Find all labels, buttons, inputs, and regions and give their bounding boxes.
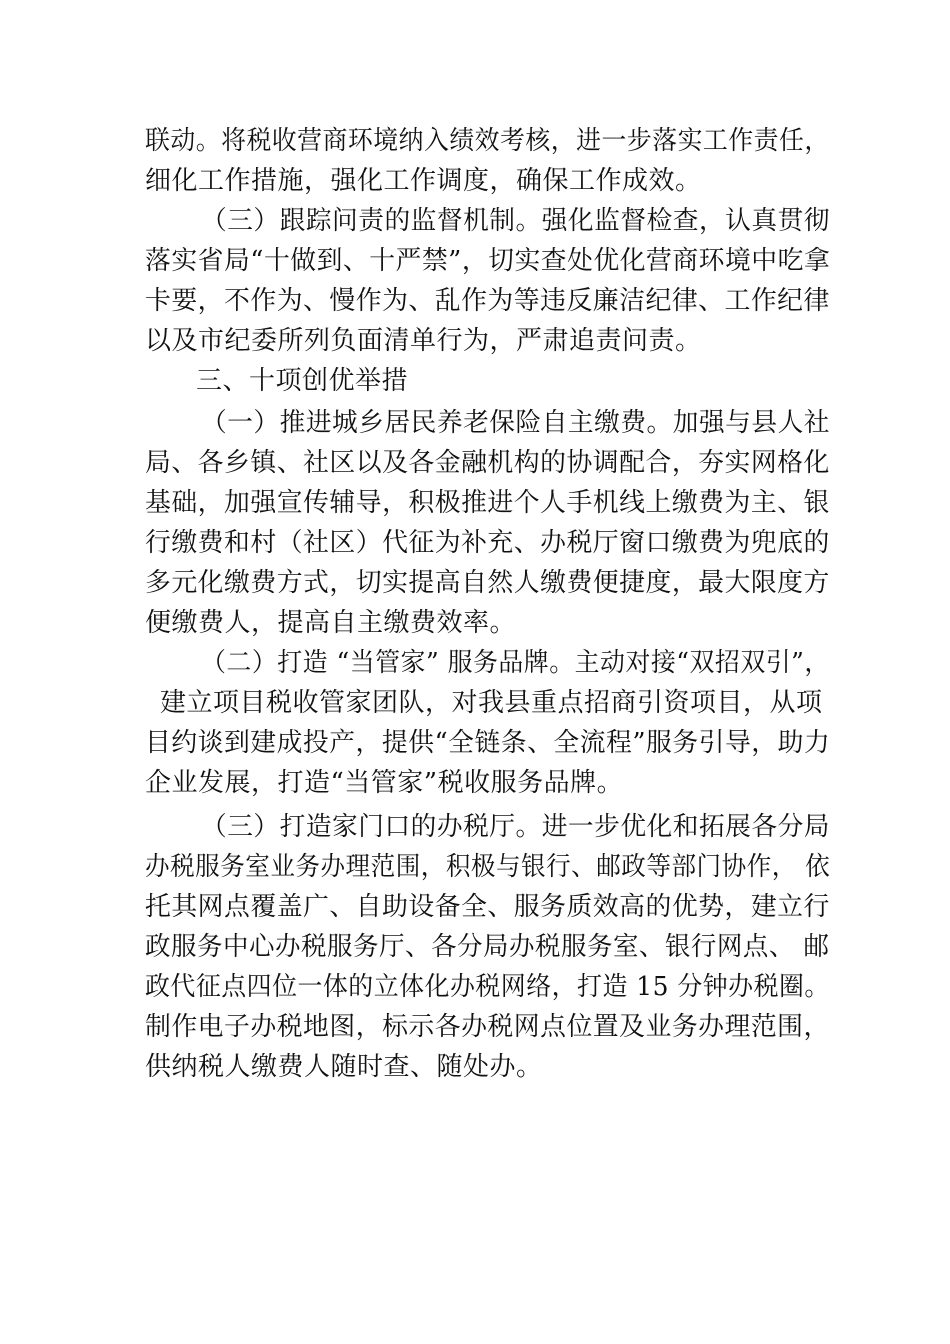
text-line: 企业发展，打造“当管家”税收服务品牌。 — [145, 768, 624, 798]
text-line: 卡要，不作为、慢作为、乱作为等违反廉洁纪律、工作纪律 — [145, 286, 830, 316]
chapter-heading: 三、十项创优举措 — [196, 366, 409, 396]
text-line: 政服务中心办税服务厅、各分局办税服务室、银行网点、 邮 — [145, 932, 830, 962]
text-line: 行缴费和村（社区）代征为补充、办税厅窗口缴费为兜底的 — [145, 528, 830, 558]
text-line: 以及市纪委所列负面清单行为，严肃追责问责。 — [145, 326, 702, 356]
text-line: 局、各乡镇、社区以及各金融机构的协调配合，夯实网格化 — [145, 448, 830, 478]
text-line: 目约谈到建成投产，提供“全链条、全流程”服务引导，助力 — [145, 728, 831, 758]
text-line: 便缴费人，提高自主缴费效率。 — [145, 608, 517, 638]
text-line: 政代征点四位一体的立体化办税网络，打造 15 分钟办税圈。 — [145, 972, 830, 1002]
text-line: 多元化缴费方式，切实提高自然人缴费便捷度，最大限度方 — [145, 568, 830, 598]
section-heading-3: （三）跟踪问责的监督机制。强化监督检查，认真贯彻 — [201, 206, 831, 236]
text-line: 细化工作措施，强化工作调度，确保工作成效。 — [145, 166, 702, 196]
text-line: 落实省局“十做到、十严禁”，切实查处优化营商环境中吃拿 — [145, 246, 831, 276]
section-heading-2: （二）打造 “当管家” 服务品牌。主动对接“双招双引”， — [201, 648, 830, 678]
text-line: 托其网点覆盖广、自助设备全、服务质效高的优势，建立行 — [145, 892, 830, 922]
section-heading-1: （一）推进城乡居民养老保险自主缴费。加强与县人社 — [201, 408, 831, 438]
text-line: 制作电子办税地图，标示各办税网点位置及业务办理范围， — [145, 1012, 830, 1042]
text-line: 基础，加强宣传辅导，积极推进个人手机线上缴费为主、银 — [145, 488, 830, 518]
text-line: 建立项目税收管家团队，对我县重点招商引资项目，从项 — [160, 688, 823, 718]
text-line: 供纳税人缴费人随时查、随处办。 — [145, 1052, 543, 1082]
section-heading-3b: （三）打造家门口的办税厅。进一步优化和拓展各分局 — [201, 812, 831, 842]
text-line: 联动。将税收营商环境纳入绩效考核，进一步落实工作责任， — [145, 126, 830, 156]
text-line: 办税服务室业务办理范围，积极与银行、邮政等部门协作， 依 — [145, 852, 831, 882]
